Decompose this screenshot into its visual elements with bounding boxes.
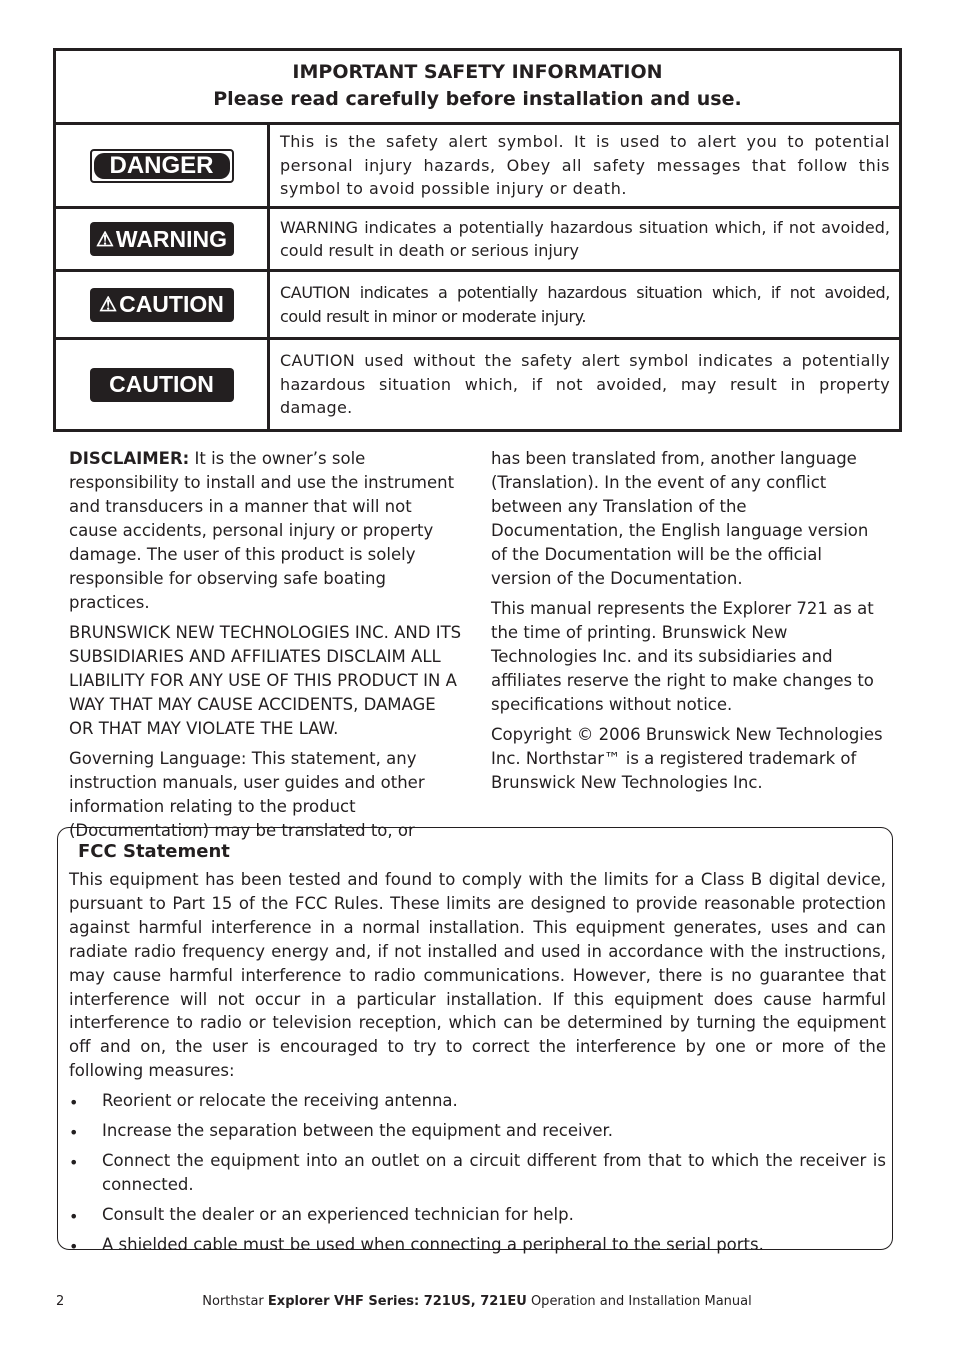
fcc-title: FCC Statement <box>78 841 230 862</box>
safety-header-title: IMPORTANT SAFETY INFORMATION <box>292 61 663 83</box>
disclaimer-text: It is the owner’s sole responsibility to install and use the instrument and transducers in a manner that will not cause accidents, personal injury or property damage. The user of this product is solely responsible for observing safe boating practices. <box>69 449 455 612</box>
list-item-text: Increase the separation between the equipment and receiver. <box>102 1121 614 1141</box>
caution-alert-sign <box>90 288 234 322</box>
safety-row-warning <box>56 209 899 272</box>
label-cell <box>56 272 270 337</box>
bullet-icon: • <box>69 1152 79 1172</box>
disclaimer-paragraph <box>69 447 462 615</box>
safety-header-subtitle: Please read carefully before installation and use. <box>213 88 742 110</box>
warning-sign <box>90 222 234 256</box>
disclaimer-columns <box>69 447 884 849</box>
safety-row-danger <box>56 125 899 209</box>
label-cell <box>56 125 270 206</box>
right-column <box>491 447 884 849</box>
fcc-measures-list <box>69 1089 886 1256</box>
safety-row-caution <box>56 340 899 429</box>
list-item <box>69 1203 886 1227</box>
footer-suffix: Operation and Installation Manual <box>530 1294 752 1309</box>
list-item <box>69 1233 886 1257</box>
footer-series: Explorer VHF Series: 721US, 721EU <box>267 1294 527 1309</box>
warning-label: WARNING <box>115 225 228 252</box>
label-cell <box>56 209 270 269</box>
warning-description: WARNING indicates a potentially hazardous situation which, if not avoided, could result in death or serious injury <box>280 217 890 260</box>
manual-notice-paragraph: This manual represents the Explorer 721 as at the time of printing. Brunswick New Technologies Inc. and its subsidiaries and affiliates reserve the right to make changes to specifications without notice. <box>491 599 874 714</box>
page-number: 2 <box>56 1294 65 1309</box>
caution-description: CAUTION used without the safety alert symbol indicates a potentially hazardous situation which, if not avoided, may result in property damage. <box>280 351 890 418</box>
danger-sign <box>90 149 234 183</box>
translation-paragraph: has been translated from, another language (Translation). In the event of any conflict between any Translation of the Documentation, the English language version of the Documentation will be the official version of the Documentation. <box>491 449 869 588</box>
governing-language-paragraph: Governing Language: This statement, any instruction manuals, user guides and other information relating to the product (Documentation) may be translated to, or <box>69 749 425 840</box>
list-item <box>69 1119 886 1143</box>
list-item <box>69 1089 886 1113</box>
safety-header <box>56 51 899 125</box>
fcc-body <box>69 868 886 1263</box>
footer-brand: Northstar <box>202 1294 264 1309</box>
liability-paragraph: BRUNSWICK NEW TECHNOLOGIES INC. AND ITS SUBSIDIARIES AND AFFILIATES DISCLAIM ALL LIABILITY FOR ANY USE OF THIS PRODUCT IN A WAY THAT MAY CAUSE ACCIDENTS, DAMAGE OR THAT MAY VIOLATE THE LAW. <box>69 623 462 738</box>
bullet-icon: • <box>69 1123 79 1143</box>
safety-information-box <box>53 48 902 432</box>
disclaimer-heading: DISCLAIMER: <box>69 449 190 468</box>
footer-title <box>0 1294 954 1309</box>
danger-label: DANGER <box>94 153 230 179</box>
bullet-icon: • <box>69 1093 79 1113</box>
fcc-statement-box <box>57 827 893 1256</box>
caution-sign <box>90 368 234 402</box>
fcc-intro: This equipment has been tested and found to comply with the limits for a Class B digital device, pursuant to Part 15 of the FCC Rules. These limits are designed to provide reasonable protection against harmful interference in a normal installation. This equipment generates, uses and can radiate radio frequency energy and, if not installed and used in accordance with the instructions, may cause harmful interference to radio communications. However, there is no guarantee that interference will not occur in a particular installation. If this equipment does cause harmful interference to radio or television reception, which can be determined by turning the equipment off and on, the user is encouraged to try to correct the interference by one or more of the following measures: <box>69 870 886 1081</box>
danger-description: This is the safety alert symbol. It is used to alert you to potential personal injury hazards, Obey all safety messages that follow this symbol to avoid possible injury or death. <box>280 132 890 199</box>
alert-triangle-icon: ⚠ <box>95 228 114 251</box>
list-item-text: Consult the dealer or an experienced technician for help. <box>102 1204 574 1224</box>
left-column <box>69 447 462 849</box>
alert-triangle-icon: ⚠ <box>99 294 118 316</box>
list-item-text: A shielded cable must be used when connecting a peripheral to the serial ports. <box>102 1234 764 1254</box>
caution-alert-description: CAUTION indicates a potentially hazardous situation which, if not avoided, could result in minor or moderate injury. <box>280 283 890 326</box>
bullet-icon: • <box>69 1236 79 1256</box>
bullet-icon: • <box>69 1206 79 1226</box>
caution-label: CAUTION <box>119 291 224 317</box>
label-cell <box>56 340 270 429</box>
safety-row-caution-alert <box>56 272 899 340</box>
copyright-paragraph: Copyright © 2006 Brunswick New Technologies Inc. Northstar™ is a registered trademark of Brunswick New Technologies Inc. <box>491 725 883 792</box>
list-item-text: Connect the equipment into an outlet on a circuit different from that to which the receiver is connected. <box>102 1150 886 1194</box>
list-item <box>69 1149 886 1197</box>
caution-label: CAUTION <box>109 371 214 397</box>
list-item-text: Reorient or relocate the receiving antenna. <box>102 1091 458 1111</box>
